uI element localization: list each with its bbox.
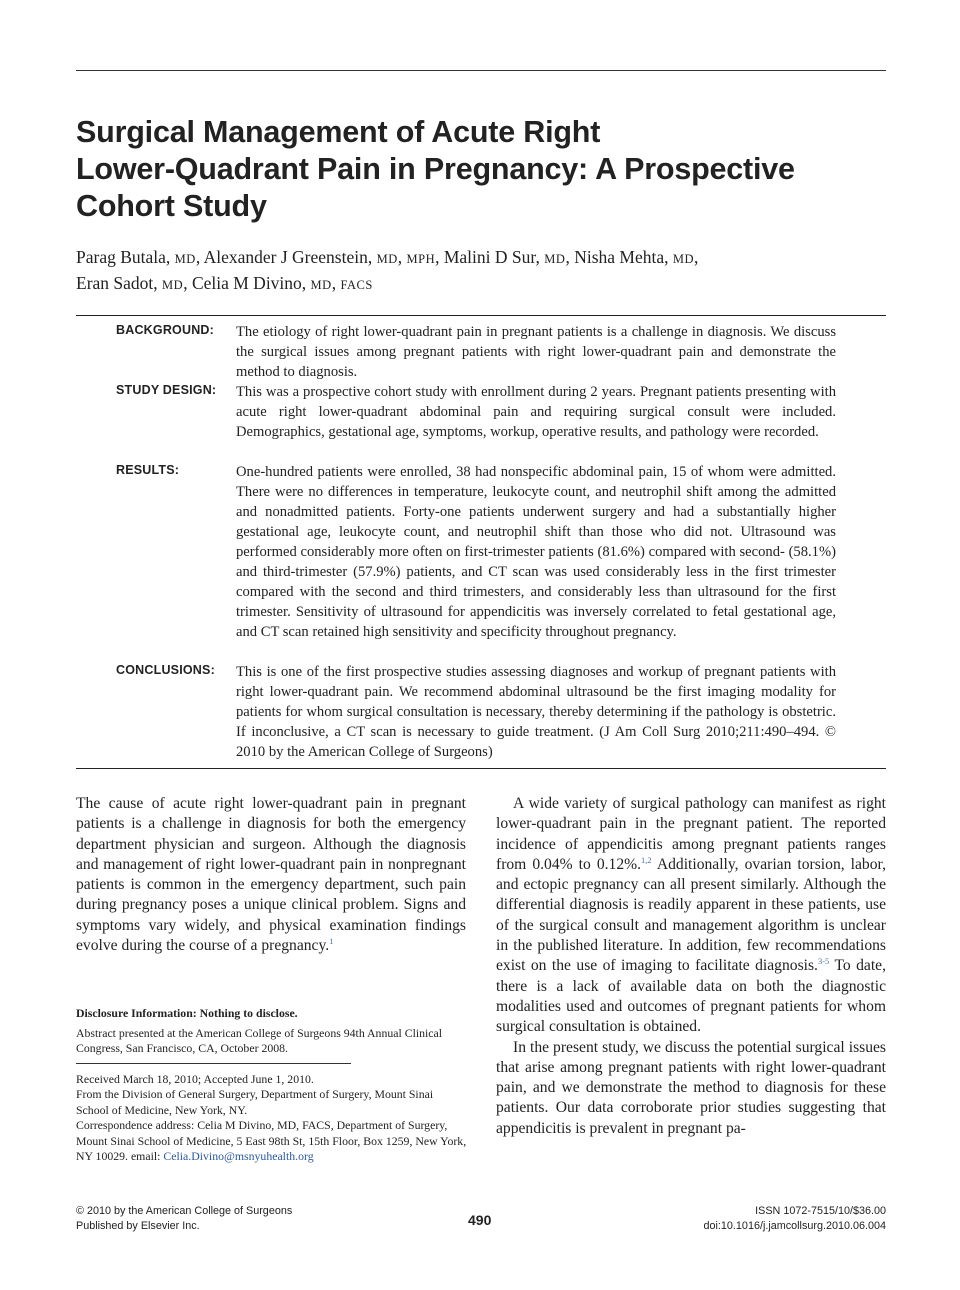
abstract-text: The etiology of right lower-quadrant pain in pregnant patients is a challenge in diagnosis. We discuss the surgical issues among pregnant patients with right lower-quadrant pain and demonstrate the method to diagnosis. (236, 324, 836, 380)
author-name: Malini D Sur, (443, 247, 540, 267)
paragraph-text: To date, there is a lack of available data on both the diagnostic modalities used and outcomes of pregnant patients for whom surgical consultation is obtained. (496, 957, 886, 1036)
abstract-label: STUDY DESIGN: (116, 383, 217, 397)
correspondence-text: Correspondence address: Celia M Divino, MD, FACS, Department of Surgery, Mount Sinai School of Medicine, 5 East 98th St, 15th Floor, Box 1259, New York, NY 10029. email: (76, 1118, 467, 1163)
author-name: Alexander J Greenstein, (203, 247, 373, 267)
body-column-right (496, 794, 886, 1139)
author-separator: , (195, 247, 204, 267)
author-separator: , (397, 247, 407, 267)
publisher: Published by Elsevier Inc. (76, 1220, 200, 1232)
issn: ISSN 1072-7515/10/$36.00 (755, 1205, 886, 1217)
footer-left (76, 1204, 292, 1234)
author-credential: MD (544, 252, 566, 266)
structured-abstract (76, 315, 886, 769)
author-credential: MD (174, 252, 196, 266)
article-title (76, 114, 876, 225)
footnote-rule (76, 1063, 351, 1064)
author-name: Celia M Divino, (191, 273, 307, 293)
reference-link[interactable]: 3-5 (817, 956, 830, 967)
author-name: Parag Butala, (76, 247, 171, 267)
abstract-label: BACKGROUND: (116, 323, 215, 337)
received-dates: Received March 18, 2010; Accepted June 1, 2010. (76, 1071, 314, 1086)
title-line: Cohort Study (76, 189, 267, 223)
abstract-label: CONCLUSIONS: (116, 663, 215, 677)
abstract-text: This is one of the first prospective studies assessing diagnoses and workup of pregnant patients with right lower-quadrant pain. We recommend abdominal ultrasound be the first imaging modality for patients for whom surgical consultation is necessary, thereby determining if the pathology is obstetric. If inconclusive, a CT scan is necessary to guide treatment. (J Am Coll Surg 2010;211:490–494. © 2010 by the American College of Surgeons) (236, 664, 836, 760)
top-rule (76, 70, 886, 71)
author-list (76, 245, 886, 297)
abstract-label: RESULTS: (116, 463, 180, 477)
page-number: 490 (468, 1212, 492, 1228)
reference-link[interactable]: 1 (329, 935, 334, 946)
abstract-text: One-hundred patients were enrolled, 38 had nonspecific abdominal pain, 15 of whom were admitted. There were no differences in temperature, leukocyte count, and neutrophil shift among the admitted and nonadmitted patients. Forty-one patients underwent surgery and had a substantially higher gestational age, leukocyte count, and neutrophil shift than those who did not. Ultrasound was performed considerably more often on first-trimester patients (81.6%) compared with second- (58.1%) and third-trimester (57.9%) patients, and CT scan was used considerably less in the first trimester compared with the second and third trimesters, and considerably less than ultrasound for the first trimester. Sensitivity of ultrasound for appendicitis was inversely correlated to fetal gestational age, and CT scan retained high sensitivity and specificity throughout pregnancy. (236, 464, 836, 640)
abstract-presentation-note: Abstract presented at the American College of Surgeons 94th Annual Clinical Congress, San Francisco, CA, October 2008. (76, 1025, 443, 1055)
page-footer (76, 1204, 886, 1238)
correspondence (76, 1118, 468, 1165)
footer-right (704, 1204, 886, 1234)
email-link[interactable]: Celia.Divino@msnyuhealth.org (163, 1149, 314, 1163)
author-credential: FACS (340, 278, 373, 292)
author-credential: MD (672, 252, 695, 266)
author-credential: MD (162, 278, 184, 292)
author-separator: , (183, 273, 192, 293)
author-credential: MD (310, 278, 332, 292)
affiliation: From the Division of General Surgery, Department of Surgery, Mount Sinai School of Medicine, New York, NY. (76, 1087, 434, 1117)
author-credential: MD (376, 252, 398, 266)
author-credential: MPH (406, 252, 436, 266)
copyright: © 2010 by the American College of Surgeons (76, 1205, 293, 1217)
reference-link[interactable]: 1,2 (641, 854, 652, 865)
body-paragraph (76, 794, 466, 956)
author-separator: , (565, 247, 575, 267)
paragraph-text: The cause of acute right lower-quadrant pain in pregnant patients is a challenge in diagnosis for both the emergency department physician and surgeon. Although the diagnosis and management of right lower-quadrant pain in nonpregnant patients is common in the emergency department, such pain during pregnancy poses a unique clinical problem. Signs and symptoms vary widely, and physical examination findings evolve during the course of a pregnancy. (76, 795, 466, 955)
author-separator: , (694, 247, 699, 267)
paragraph-text: A wide variety of surgical pathology can manifest as right lower-quadrant pain in the pregnant patient. The reported incidence of appendicitis among pregnant patients ranges from 0.04% to 0.12%. (496, 795, 886, 873)
disclosure-notes (76, 1006, 468, 1165)
author-separator: , (331, 273, 341, 293)
author-name: Nisha Mehta, (574, 247, 669, 267)
body-column-left (76, 794, 466, 956)
doi[interactable]: doi:10.1016/j.jamcollsurg.2010.06.004 (703, 1220, 886, 1232)
body-paragraph: In the present study, we discuss the potential surgical issues that arise among pregnant patients with right lower-quadrant pain, and we demonstrate the method to diagnosis for these patients. Our data corroborate prior studies suggesting that appendicitis is prevalent in pregnant pa- (496, 1038, 886, 1137)
author-name: Eran Sadot, (76, 273, 158, 293)
paragraph-text: Additionally, ovarian torsion, labor, and ectopic pregnancy can all present similarly. Although the differential diagnosis is readily apparent in these patients, use of the surgical consult and management algorithm is unclear in the published literature. In addition, few recommendations exist on the use of imaging to facilitate diagnosis. (496, 855, 886, 975)
author-separator: , (435, 247, 444, 267)
title-line: Lower-Quadrant Pain in Pregnancy: A Prospective (76, 152, 795, 186)
disclosure-heading: Disclosure Information: Nothing to disclose. (76, 1006, 298, 1020)
title-line: Surgical Management of Acute Right (76, 115, 601, 149)
body-paragraph (496, 794, 886, 1038)
abstract-text: This was a prospective cohort study with enrollment during 2 years. Pregnant patients presenting with acute right lower-quadrant abdominal pain and requiring surgical consult were included. Demographics, gestational age, symptoms, workup, operative results, and pathology were recorded. (236, 384, 836, 440)
